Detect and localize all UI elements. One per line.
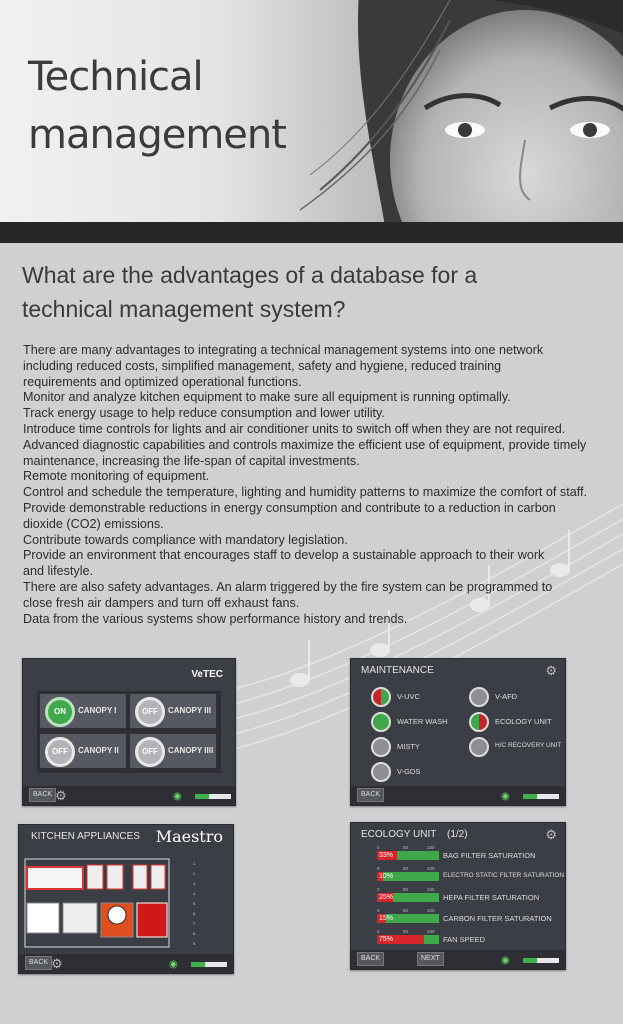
eco-scale-tick: 100 <box>427 908 435 913</box>
ecology-unit-panel <box>350 822 566 970</box>
back-button[interactable]: BACK <box>357 952 384 966</box>
status-dot <box>469 737 489 757</box>
body-line: dioxide (CO2) emissions. <box>23 516 164 531</box>
eco-bar <box>377 872 439 881</box>
panel-title: MAINTENANCE <box>361 665 434 676</box>
panel-title: ECOLOGY UNIT <box>361 829 437 840</box>
eco-scale-tick: 0 <box>377 929 380 934</box>
eco-scale-tick: 100 <box>427 866 435 871</box>
body-line: Provide demonstrable reductions in energy consumption and contribute to a reduction in carbon <box>23 500 556 515</box>
eco-scale-tick: 100 <box>427 845 435 850</box>
canopy-label: CANOPY I <box>78 706 117 715</box>
hero-banner <box>0 0 623 222</box>
maintenance-item[interactable]: V-GDS <box>397 767 421 776</box>
canopy-label: CANOPY II <box>78 746 119 755</box>
svg-text:1.: 1. <box>193 862 196 866</box>
body-line: Provide an environment that encourages staff to develop a sustainable approach to their work <box>23 548 545 563</box>
eco-label: HEPA FILTER SATURATION <box>443 893 540 902</box>
maintenance-panel <box>350 658 566 806</box>
eco-scale-tick: 100 <box>427 887 435 892</box>
back-button[interactable]: BACK <box>357 788 384 802</box>
body-line: and lifestyle. <box>23 564 94 579</box>
wifi-icon: ◉ <box>501 791 510 802</box>
signal-bar <box>195 794 231 799</box>
eco-percent: 33% <box>379 852 394 859</box>
eco-scale-tick: 0 <box>377 908 380 913</box>
panel-footer <box>351 786 565 805</box>
canopy-button-2[interactable] <box>39 733 127 769</box>
status-dot <box>371 737 391 757</box>
panel-footer <box>23 786 235 805</box>
signal-bar <box>523 794 559 799</box>
body-line: Track energy usage to help reduce consumption and lower utility. <box>23 406 385 421</box>
eco-label: ELECTRO STATIC FILTER SATURATION <box>443 872 565 879</box>
body-line: including reduced costs, simplified management, safety and hygiene, reduced training <box>23 358 502 373</box>
canopy-button-1[interactable] <box>39 693 127 729</box>
body-line: Introduce time controls for lights and air conditioner units to switch off when they are not required. <box>23 421 566 436</box>
eco-bar <box>377 893 439 902</box>
body-line: close fresh air dampers and turn off exhaust fans. <box>23 595 300 610</box>
eco-percent: 75% <box>379 936 394 943</box>
canopy-label: CANOPY IIII <box>168 746 214 755</box>
eco-scale-tick: 50 <box>403 908 409 913</box>
hero-title <box>28 48 286 164</box>
body-line: Remote monitoring of equipment. <box>23 469 210 484</box>
eco-bar <box>377 851 439 860</box>
svg-text:2.: 2. <box>193 872 196 876</box>
svg-text:8.: 8. <box>193 932 196 936</box>
canopy-toggle[interactable]: OFF <box>135 737 165 767</box>
wifi-icon: ◉ <box>169 959 178 970</box>
svg-text:5.: 5. <box>193 902 196 906</box>
status-dot <box>469 712 489 732</box>
kitchen-floor-plan <box>23 855 229 951</box>
eco-scale-tick: 0 <box>377 845 380 850</box>
maintenance-item[interactable]: H/C RECOVERY UNIT <box>495 742 562 749</box>
maintenance-item[interactable]: WATER WASH <box>397 717 448 726</box>
body-paragraphs <box>23 343 613 627</box>
eco-scale-tick: 100 <box>427 929 435 934</box>
maintenance-item[interactable]: MISTY <box>397 742 420 751</box>
kitchen-appliances-panel <box>18 824 234 974</box>
gear-icon[interactable]: ⚙ <box>55 788 67 803</box>
eco-bar <box>377 935 439 944</box>
eco-scale-tick: 50 <box>403 929 409 934</box>
brand-logo: VeTEC <box>191 669 223 680</box>
eco-label: FAN SPEED <box>443 935 486 944</box>
next-button[interactable]: NEXT <box>417 952 444 966</box>
gear-icon[interactable]: ⚙ <box>51 956 63 971</box>
status-dot <box>371 762 391 782</box>
page-indicator: (1/2) <box>447 829 468 840</box>
wifi-icon: ◉ <box>173 791 182 802</box>
eco-label: CARBON FILTER SATURATION <box>443 914 552 923</box>
maintenance-item[interactable]: V-AFD <box>495 692 518 701</box>
wifi-icon: ◉ <box>501 955 510 966</box>
canopy-button-4[interactable] <box>129 733 217 769</box>
gear-icon[interactable]: ⚙ <box>545 663 557 678</box>
section-heading <box>22 258 582 326</box>
svg-text:9.: 9. <box>193 942 196 946</box>
eco-bar <box>377 914 439 923</box>
eco-scale-tick: 50 <box>403 845 409 850</box>
eco-percent: 15% <box>379 915 394 922</box>
woman-face-photo <box>300 0 623 222</box>
status-dot <box>371 687 391 707</box>
eco-percent: 10% <box>379 873 394 880</box>
hero-title-line2: management <box>28 112 286 158</box>
body-line: Control and schedule the temperature, lighting and humidity patterns to maximize the comfort of staff. <box>23 485 587 500</box>
body-line: Advanced diagnostic capabilities and controls maximize the efficient use of equipment, provide timely <box>23 437 587 452</box>
canopy-toggle[interactable]: ON <box>45 697 75 727</box>
eco-scale-tick: 50 <box>403 887 409 892</box>
back-button[interactable]: BACK <box>25 956 52 970</box>
body-line: maintenance, increasing the life-span of capital investments. <box>23 453 360 468</box>
svg-text:7.: 7. <box>193 922 196 926</box>
signal-bar <box>523 958 559 963</box>
section-heading-line1: What are the advantages of a database for a <box>22 262 478 288</box>
eco-percent: 25% <box>379 894 394 901</box>
gear-icon[interactable]: ⚙ <box>545 827 557 842</box>
canopy-toggle[interactable]: OFF <box>135 697 165 727</box>
back-button[interactable]: BACK <box>29 788 56 802</box>
body-line: Data from the various systems show performance history and trends. <box>23 611 408 626</box>
canopy-control-panel <box>22 658 236 806</box>
panel-footer <box>19 954 233 973</box>
svg-text:4.: 4. <box>193 892 196 896</box>
canopy-toggle[interactable]: OFF <box>45 737 75 767</box>
eco-scale-tick: 50 <box>403 866 409 871</box>
body-line: There are also safety advantages. An alarm triggered by the fire system can be programmed to <box>23 579 553 594</box>
panel-title: KITCHEN APPLIANCES <box>31 831 140 842</box>
canopy-label: CANOPY III <box>168 706 211 715</box>
panel-footer <box>351 950 565 969</box>
hero-title-line1: Technical <box>28 54 203 100</box>
body-line: There are many advantages to integrating a technical management systems into one network <box>23 343 544 357</box>
status-dot <box>469 687 489 707</box>
maintenance-item[interactable]: V-UVC <box>397 692 420 701</box>
body-line: requirements and optimized operational functions. <box>23 374 302 389</box>
svg-text:6.: 6. <box>193 912 196 916</box>
divider-band <box>0 222 623 243</box>
eco-label: BAG FILTER SATURATION <box>443 851 536 860</box>
maintenance-item[interactable]: ECOLOGY UNIT <box>495 717 552 726</box>
eco-scale-tick: 0 <box>377 866 380 871</box>
status-dot <box>371 712 391 732</box>
section-heading-line2: technical management system? <box>22 296 346 322</box>
canopy-button-3[interactable] <box>129 693 217 729</box>
brand-logo: Maestro <box>155 827 223 846</box>
body-line: Contribute towards compliance with mandatory legislation. <box>23 532 348 547</box>
body-line: Monitor and analyze kitchen equipment to make sure all equipment is running optimally. <box>23 390 511 405</box>
svg-text:3.: 3. <box>193 882 196 886</box>
canopy-grid <box>37 691 221 773</box>
eco-scale-tick: 0 <box>377 887 380 892</box>
signal-bar <box>191 962 227 967</box>
